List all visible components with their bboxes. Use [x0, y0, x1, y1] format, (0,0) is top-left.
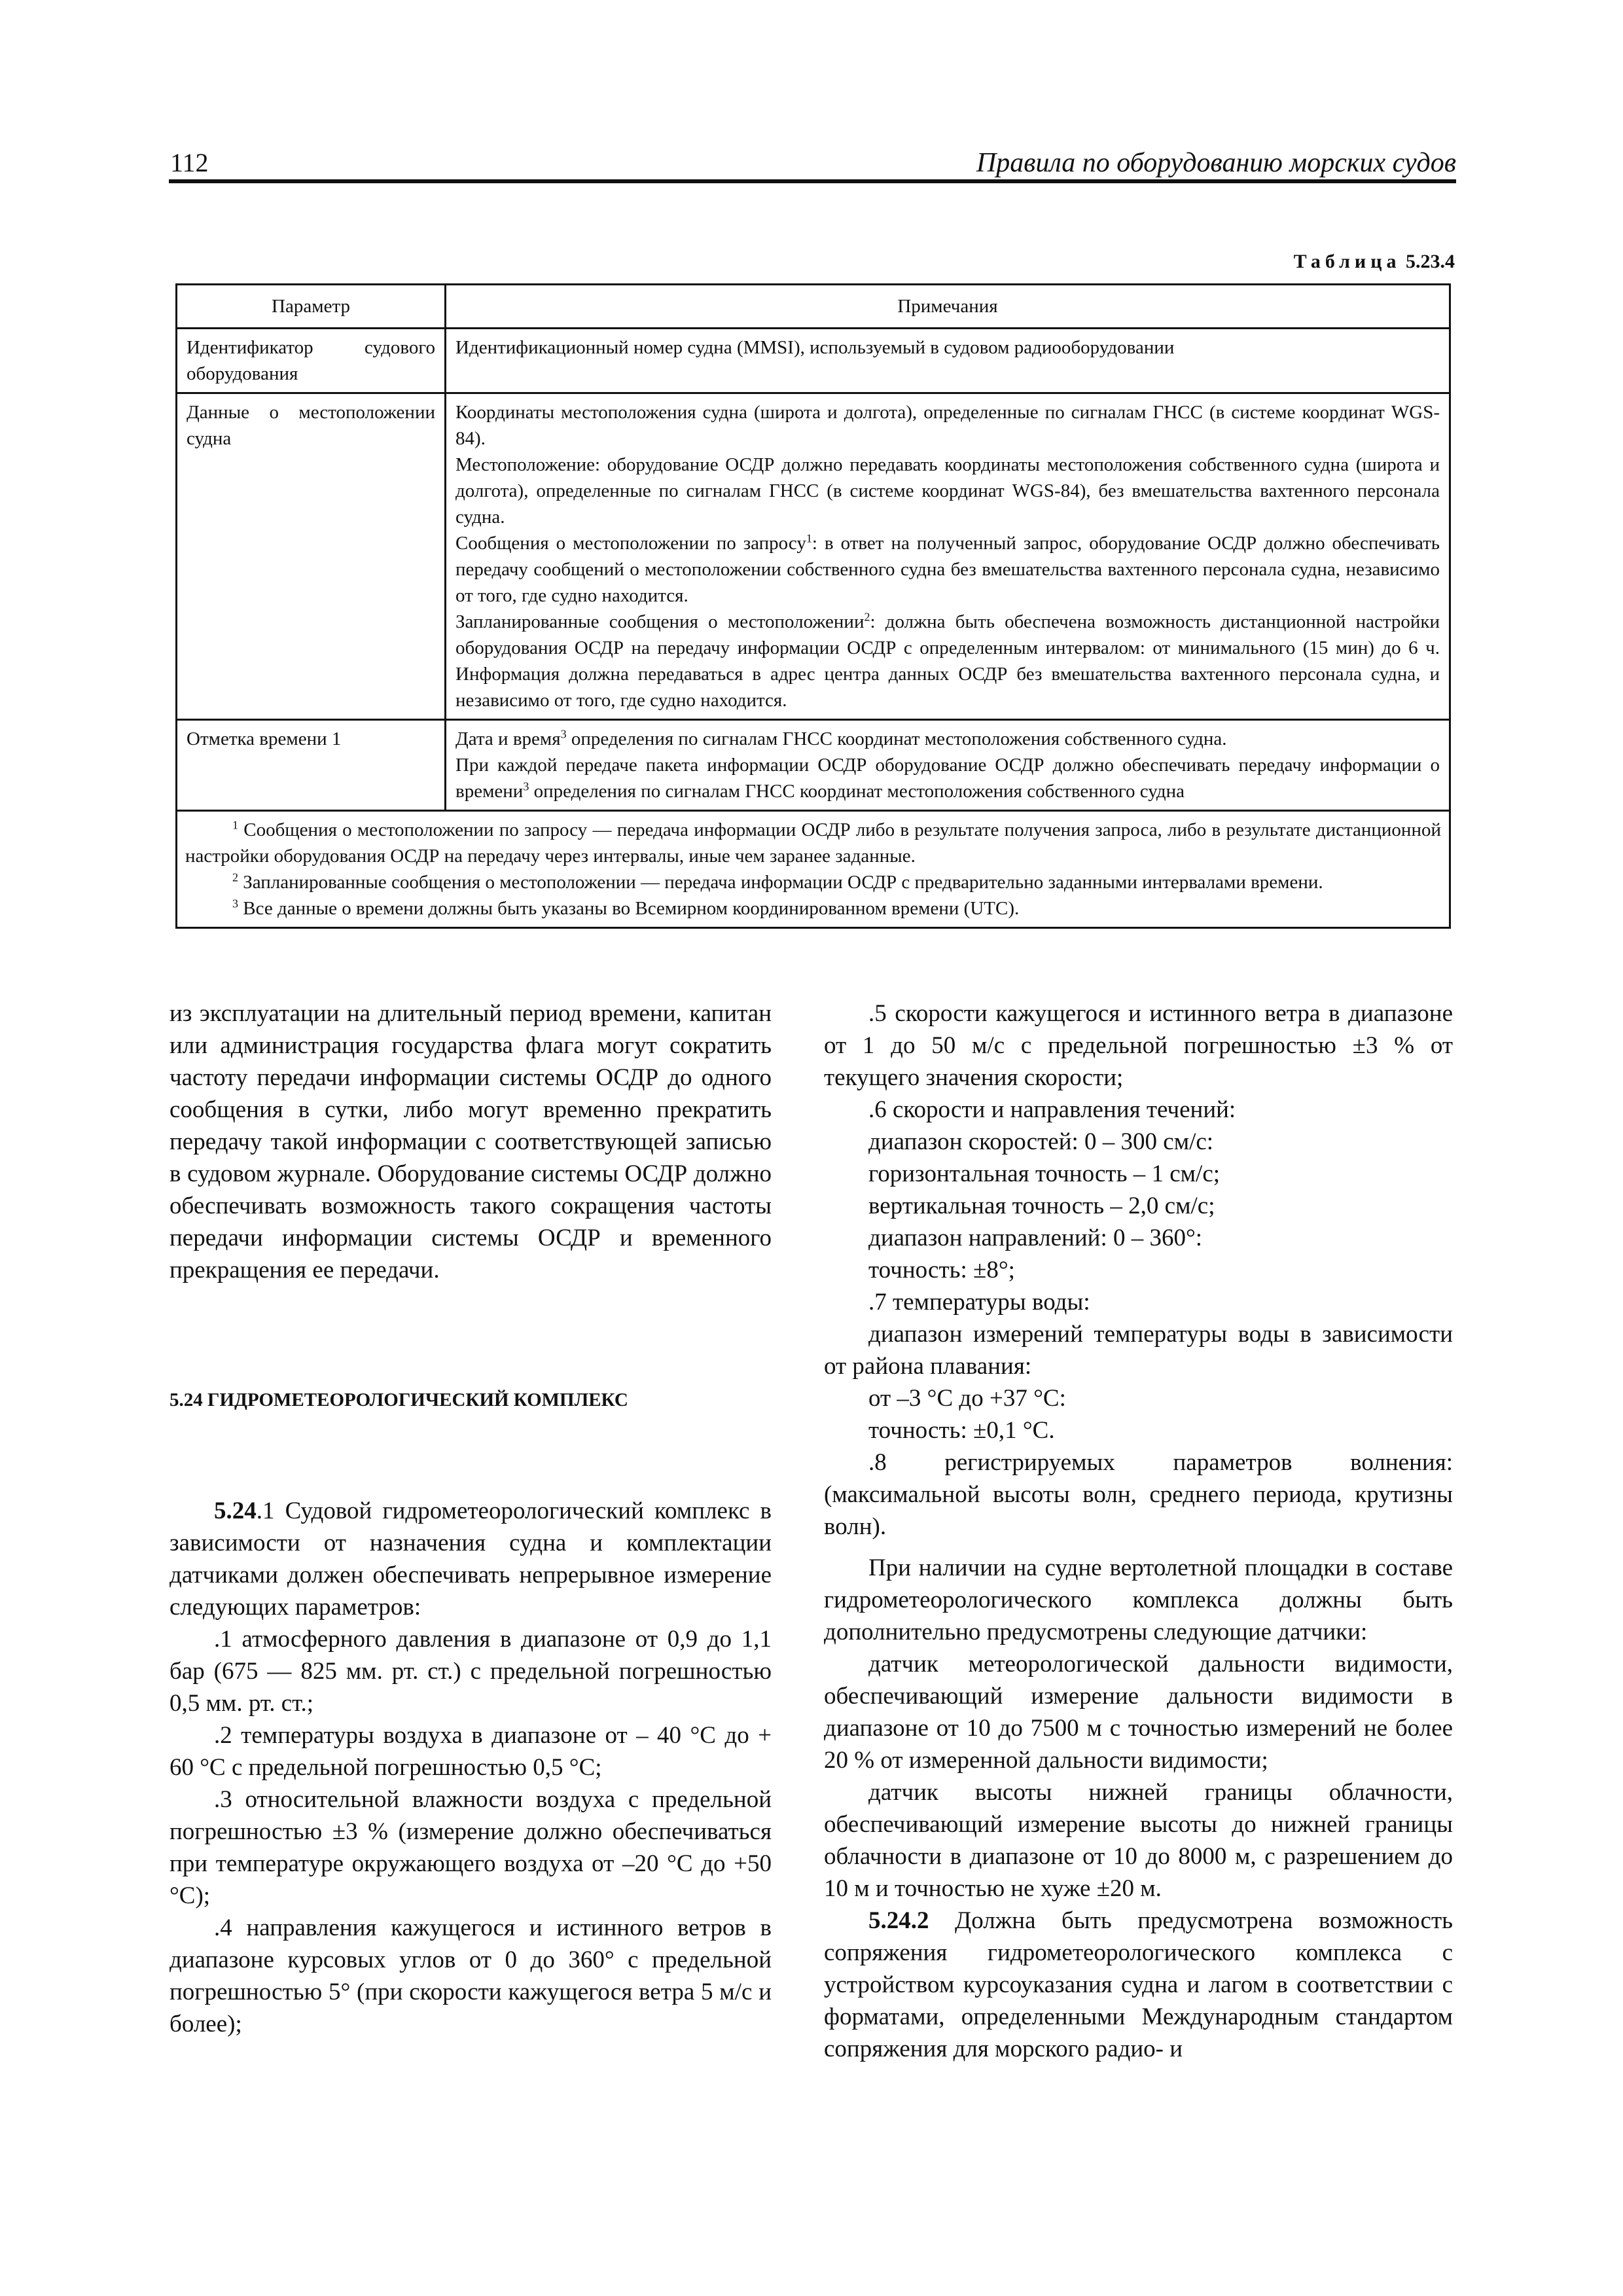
footnote-mark: 3 — [232, 897, 238, 910]
footnote-ref: 3 — [523, 780, 529, 793]
table-row — [177, 329, 1450, 393]
page-number: 112 — [170, 148, 209, 177]
paragraph-subnumber: .1 — [256, 1498, 275, 1524]
parameters-table — [175, 283, 1451, 929]
visibility-sensor-paragraph: датчик метеорологической дальности видимости, обеспечивающий измерение дальности видимости в диапазоне от 10 до 7500 м с точностью измерений не более 20 % от измеренной дальности видимости; — [824, 1651, 1453, 1774]
item-number: .2 — [214, 1722, 232, 1749]
table-cell-param: Идентификатор судового оборудования — [177, 329, 446, 393]
header-rule — [169, 179, 1456, 183]
paragraph-text: Должна быть предусмотрена возможность сопряжения гидрометеорологического комплекса с устройством курсоуказания судна и лагом в соответствии с форматами, определенными Международным стандартом сопряжения для морского радио- и — [824, 1907, 1453, 2062]
list-item — [169, 1784, 772, 1912]
footnote-ref: 2 — [864, 610, 870, 624]
list-item — [824, 1446, 1453, 1543]
table-footnotes — [177, 811, 1450, 928]
footnote-text: Сообщения о местоположении по запросу — передача информации ОСДР либо в результате получения запроса, либо в результате дистанционной настройки оборудования ОСДР на передачу через интервалы, иные чем заранее заданные. — [185, 819, 1441, 867]
footnote — [185, 895, 1441, 922]
paragraph-text: Судовой гидрометеорологический комплекс в зависимости от назначения судна и комплектации датчиками должен обеспечивать непрерывное измерение следующих параметров: — [169, 1498, 772, 1621]
note-line — [455, 609, 1440, 713]
table-cell-notes — [446, 720, 1450, 811]
item-number: .1 — [214, 1626, 232, 1653]
list-item — [169, 1719, 772, 1784]
footnote-mark: 1 — [232, 818, 238, 832]
item-number: .6 — [868, 1096, 887, 1123]
footnote-mark: 2 — [232, 870, 238, 884]
section-title: 5.24 ГИДРОМЕТЕОРОЛОГИЧЕСКИЙ КОМПЛЕКС — [169, 1390, 628, 1410]
item-text: регистрируемых параметров волнения: (максимальной высоты волн, среднего периода, крутизны волн). — [824, 1449, 1453, 1540]
note-text: При каждой передаче пакета информации ОСДР оборудование ОСДР должно обеспечивать передачу информации о времени — [455, 755, 1440, 802]
water-temp-line: от –3 °С до +37 °С: — [868, 1385, 1066, 1412]
item-number: .5 — [868, 1000, 887, 1027]
note-line: Координаты местоположения судна (широта и долгота), определенные по сигналам ГНСС (в системе координат WGS-84). — [455, 402, 1440, 450]
footnote-text: Запланированные сообщения о местоположении — передача информации ОСДР с предварительно заданными интервалами времени. — [243, 872, 1323, 893]
item-text: скорости и направления течений: — [886, 1096, 1236, 1123]
note-text: : в ответ на полученный запрос, оборудование ОСДР должно обеспечивать передачу сообщений о местоположении собственного судна без вмешательства вахтенного персонала судна, независимо от того, где судно находится. — [455, 533, 1440, 607]
note-line: Местоположение: оборудование ОСДР должно передавать координаты местоположения собственного судна (широта и долгота), определенные по сигналам ГНСС (в системе координат WGS-84), без вмешательства вахтенного персонала судна. — [455, 454, 1440, 528]
list-item — [169, 1912, 772, 2040]
item-text: атмосферного давления в диапазоне от 0,9 до 1,1 бар (675 — 825 мм. рт. ст.) с предельной погрешностью 0,5 мм. рт. ст.; — [169, 1626, 772, 1717]
item-text: направления кажущегося и истинного ветров в диапазоне курсовых углов от 0 до 360° с предельной погрешностью 5° (при скорости кажущегося ветра 5 м/с и более); — [169, 1914, 772, 2037]
column-header-parameter: Параметр — [177, 285, 446, 329]
water-temp-line: точность: ±0,1 °С. — [868, 1417, 1055, 1444]
cloud-sensor-paragraph: датчик высоты нижней границы облачности, обеспечивающий измерение высоты до нижней границы облачности в диапазоне от 10 до 8000 м, с разрешением до 10 м и точностью не хуже ±20 м. — [824, 1779, 1453, 1902]
column-header-notes: Примечания — [446, 285, 1450, 329]
note-text: Сообщения о местоположении по запросу — [455, 533, 806, 554]
item-number: .4 — [214, 1914, 232, 1941]
item-number: .3 — [214, 1786, 232, 1813]
footnote-ref: 3 — [560, 727, 567, 741]
note-line — [455, 530, 1440, 609]
left-column — [169, 997, 772, 2040]
current-spec-line: диапазон скоростей: 0 – 300 см/с: — [868, 1128, 1214, 1155]
water-temp-range: диапазон измерений температуры воды в зависимости от района плавания: — [824, 1321, 1453, 1380]
table-caption — [1294, 251, 1455, 273]
current-spec-line: диапазон направлений: 0 – 360°: — [868, 1225, 1203, 1251]
paragraph-number: 5.24.2 — [868, 1907, 929, 1934]
paragraph-5-24-1 — [169, 1495, 772, 1623]
footnote-ref: 1 — [806, 531, 812, 545]
footnote-text: Все данные о времени должны быть указаны во Всемирном координированном времени (UTC). — [243, 898, 1020, 920]
paragraph-5-24-2 — [824, 1905, 1453, 2065]
table-header-row — [177, 285, 1450, 329]
current-spec-line: горизонтальная точность – 1 см/с; — [868, 1160, 1221, 1187]
table-cell-param: Отметка времени 1 — [177, 720, 446, 811]
table-footnotes-row — [177, 811, 1450, 928]
list-item — [169, 1623, 772, 1719]
table-caption-number: 5.23.4 — [1406, 251, 1455, 272]
item-text: температуры воды: — [886, 1289, 1090, 1316]
item-text: скорости кажущегося и истинного ветра в диапазоне от 1 до 50 м/с с предельной погрешностью ±3 % от текущего значения скорости; — [824, 1000, 1453, 1091]
current-spec-line: вертикальная точность – 2,0 см/с; — [868, 1193, 1215, 1219]
note-text: Дата и время — [455, 728, 561, 750]
note-text: : должна быть обеспечена возможность дистанционной настройки оборудования ОСДР на передачу информации ОСДР с определенным интервалом: от минимального (15 мин) до 6 ч. Информация должна передаваться в адрес центра данных ОСДР без вмешательства вахтенного персонала судна, и независимо от того, где судно находится. — [455, 611, 1440, 711]
note-line: Идентификационный номер судна (MMSI), используемый в судовом радиооборудовании — [455, 337, 1175, 359]
note-text: определения по сигналам ГНСС координат местоположения собственного судна — [529, 781, 1185, 802]
helideck-paragraph: При наличии на судне вертолетной площадки в составе гидрометеорологического комплекса должны быть дополнительно предусмотрены следующие датчики: — [824, 1554, 1453, 1645]
note-line — [455, 752, 1440, 804]
item-text: относительной влажности воздуха с предельной погрешностью ±3 % (измерение должно обеспечиваться при температуре окружающего воздуха от –20 °С до +50 °С); — [169, 1786, 772, 1909]
table-caption-word: Таблица — [1293, 251, 1401, 272]
item-number: .8 — [868, 1449, 887, 1476]
list-item — [824, 1286, 1453, 1318]
table-cell-param: Данные о местоположении судна — [177, 393, 446, 720]
list-item — [824, 997, 1453, 1094]
list-item — [824, 1094, 1453, 1126]
running-title: Правила по оборудованию морских судов — [976, 148, 1456, 178]
table-cell-notes — [446, 393, 1450, 720]
note-text: определения по сигналам ГНСС координат местоположения собственного судна. — [566, 728, 1227, 750]
note-line — [455, 726, 1440, 752]
table-row — [177, 393, 1450, 720]
table-cell-notes — [446, 329, 1450, 393]
footnote — [185, 869, 1441, 895]
item-number: .7 — [868, 1289, 887, 1316]
intro-paragraph: из эксплуатации на длительный период времени, капитан или администрация государства флага могут сократить частоту передачи информации системы ОСДР до одного сообщения в сутки, либо могут временно прекратить передачу такой информации с соответствующей записью в судовом журнале. Оборудование системы ОСДР должно обеспечивать возможность такого сокращения частоты передачи информации системы ОСДР и временного прекращения ее передачи. — [169, 1000, 772, 1283]
note-text: Запланированные сообщения о местоположении — [455, 611, 865, 633]
footnote — [185, 817, 1441, 869]
item-text: температуры воздуха в диапазоне от – 40 °С до + 60 °С с предельной погрешностью 0,5 °С; — [169, 1722, 772, 1781]
paragraph-number: 5.24 — [214, 1498, 257, 1524]
right-column — [824, 997, 1453, 2065]
table-row — [177, 720, 1450, 811]
current-spec-line: точность: ±8°; — [868, 1257, 1015, 1283]
